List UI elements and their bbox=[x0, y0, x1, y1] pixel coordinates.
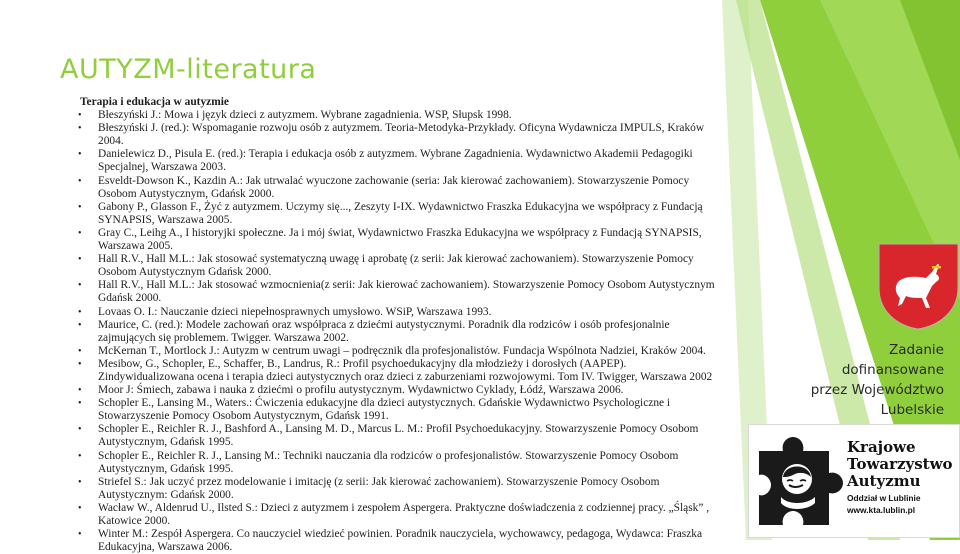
bibliography-item bbox=[72, 148, 722, 174]
bibliography-text: Błeszyński J. (red.): Wspomaganie rozwoju osób z autyzmem. Teoria-Metodyka-Przykłady. Oficyna Wydawnicza IMPULS, Kraków 2004. bbox=[98, 122, 705, 148]
bibliography-text: Gabony P., Glasson F., Żyć z autyzmem. Uczymy się..., Zeszyty I-IX. Wydawnictwo Fraszka Edukacyjna we współpracy z Fundacją SYNAPSIS, Warszawa 2005. bbox=[98, 200, 703, 226]
bibliography-text: Schopler E., Reichler R. J., Bashford A., Lansing M. D., Marcus L. M.: Profil Psychoedukacyjny. Stowarzyszenie Pomocy Osobom Autystycznym, Gdańsk 1995. bbox=[98, 423, 699, 449]
caption-line: dofinansowane bbox=[841, 362, 944, 378]
bibliography-item bbox=[72, 306, 722, 319]
literature-document bbox=[72, 96, 722, 554]
bibliography-text: Danielewicz D., Pisula E. (red.): Terapia i edukacja osób z autyzmem. Wybrane Zagadnienia. Wydawnictwo Akademii Pedagogiki Specjalnej, Warszawa 2003. bbox=[98, 148, 693, 174]
bibliography-item bbox=[72, 122, 722, 148]
kta-logo-text bbox=[847, 439, 953, 516]
bibliography-item bbox=[72, 476, 722, 502]
bibliography-text: Błeszyński J.: Mowa i język dzieci z autyzmem. Wybrane zagadnienia. WSP, Słupsk 1998. bbox=[98, 109, 512, 122]
bibliography-item bbox=[72, 345, 722, 358]
bibliography-list bbox=[72, 109, 722, 554]
bullet-icon: • bbox=[78, 306, 82, 318]
bullet-icon: • bbox=[78, 385, 82, 397]
caption-line: Zadanie bbox=[889, 342, 944, 358]
bibliography-text: Hall R.V., Hall M.L.: Jak stosować wzmocnienia(z serii: Jak kierować zachowaniem). Stowarzyszenie Pomocy Osobom Autystycznym Gdańsk 2000. bbox=[98, 279, 715, 305]
bibliography-item bbox=[72, 528, 722, 554]
bibliography-text: Gray C., Leihg A., I historyjki społeczne. Ja i mój świat, Wydawnictwo Fraszka Edukacyjna we współpracy z Fundacją SYNAPSIS, Warszawa 2005. bbox=[98, 226, 702, 253]
bullet-icon: • bbox=[78, 424, 82, 436]
bibliography-item bbox=[72, 279, 722, 305]
kta-logo bbox=[748, 424, 960, 538]
kta-url: www.kta.lublin.pl bbox=[847, 505, 916, 515]
bibliography-text: Maurice, C. (red.): Modele zachowań oraz współpraca z dziećmi autystycznymi. Poradnik dla rodziców i osób profesjonalnie zajmujących się problemem. Twigger. Warszawa 2002. bbox=[98, 318, 670, 344]
bullet-icon: • bbox=[78, 175, 82, 187]
bibliography-text: Schopler E., Lansing M., Waters.: Ćwiczenia edukacyjne dla dzieci autystycznych. Gdańskie Wydawnictwo Psychologiczne i Stowarzyszenie Pomocy Osobom Autystycznym, Gdańsk 1991. bbox=[98, 397, 671, 423]
bullet-icon: • bbox=[78, 149, 82, 161]
bibliography-item bbox=[72, 253, 722, 279]
bullet-icon: • bbox=[78, 319, 82, 331]
bibliography-text: Moor J: Śmiech, zabawa i nauka z dziećmi o profilu autystycznym. Wydawnictwo Cyklady, Łódź, Warszawa 2006. bbox=[98, 384, 624, 397]
bullet-icon: • bbox=[78, 201, 82, 213]
bullet-icon: • bbox=[78, 529, 82, 541]
slide-title: AUTYZM-literatura bbox=[60, 54, 317, 85]
bibliography-text: Striefel S.: Jak uczyć przez modelowanie i imitację (z serii: Jak kierować zachowaniem). Stowarzyszenie Pomocy Osobom Autystycznym: Gdańsk 2000. bbox=[98, 475, 660, 501]
bibliography-item bbox=[72, 423, 722, 449]
kta-name-line: Autyzmu bbox=[847, 472, 921, 490]
bibliography-text: Schopler E., Reichler R. J., Lansing M.: Techniki nauczania dla rodziców o profesjonalistów. Stowarzyszenie Pomocy Osobom Autystycznym, Gdańsk 1995. bbox=[98, 449, 679, 475]
bullet-icon: • bbox=[78, 476, 82, 488]
bibliography-item bbox=[72, 384, 722, 397]
bibliography-item bbox=[72, 502, 722, 528]
bibliography-text: Wacław W., Aldenrud U., Ilsted S.: Dzieci z autyzmem i zespołem Aspergera. Praktyczne doświadczenia z codziennej pracy. „Śląsk” , Katowice 2000. bbox=[98, 501, 710, 527]
document-heading: Terapia i edukacja w autyzmie bbox=[80, 96, 229, 108]
bibliography-item bbox=[72, 319, 722, 345]
bibliography-item bbox=[72, 358, 722, 384]
bibliography-item bbox=[72, 450, 722, 476]
bibliography-text: Mesibow, G., Schopler, E., Schaffer, B., Landrus, R.: Profil psychoedukacyjny dla młodzieży i dorosłych (AAPEP). Zindywidualizowana ocena i terapia dzieci autystycznych oraz dzieci z zaburzeniami rozwojowymi. Tom IV. Twigger, Warszawa 2002 bbox=[98, 357, 713, 383]
bullet-icon: • bbox=[78, 398, 82, 410]
bibliography-item bbox=[72, 175, 722, 201]
bibliography-item bbox=[72, 397, 722, 423]
bullet-icon: • bbox=[78, 502, 82, 514]
lublin-coat-of-arms-icon bbox=[876, 242, 960, 330]
kta-name-line: Krajowe bbox=[847, 438, 916, 456]
puzzle-child-icon bbox=[753, 433, 845, 531]
bibliography-text: Hall R.V., Hall M.L.: Jak stosować systematyczną uwagę i aprobatę (z serii: Jak kierować zachowaniem). Stowarzyszenie Pomocy Osobom Autystycznym Gdańsk 2000. bbox=[98, 253, 694, 279]
kta-branch: Oddział w Lublinie bbox=[847, 493, 921, 503]
bibliography-text: Esveldt-Dowson K., Kazdin A.: Jak utrwalać wyuczone zachowanie (seria: Jak kierować zachowaniem). Stowarzyszenie Pomocy Osobom Autystycznym, Gdańsk 2000. bbox=[98, 174, 690, 200]
funding-caption bbox=[811, 340, 944, 420]
bullet-icon: • bbox=[78, 123, 82, 135]
bullet-icon: • bbox=[78, 358, 82, 370]
caption-line: Lubelskie bbox=[880, 402, 944, 418]
bibliography-item bbox=[72, 227, 722, 253]
bullet-icon: • bbox=[78, 254, 82, 266]
bibliography-item bbox=[72, 201, 722, 227]
bullet-icon: • bbox=[78, 345, 82, 357]
bullet-icon: • bbox=[78, 227, 82, 239]
bullet-icon: • bbox=[78, 280, 82, 292]
bibliography-item bbox=[72, 109, 722, 122]
bullet-icon: • bbox=[78, 450, 82, 462]
bibliography-text: McKernan T., Mortlock J.: Autyzm w centrum uwagi – podręcznik dla profesjonalistów. Fundacja Wspólnota Nadziei, Kraków 2004. bbox=[98, 344, 706, 357]
bullet-icon: • bbox=[78, 110, 82, 122]
kta-name-line: Towarzystwo bbox=[847, 455, 953, 473]
bibliography-text: Lovaas O. I.: Nauczanie dzieci niepełnosprawnych umysłowo. WSiP, Warszawa 1993. bbox=[98, 305, 492, 318]
caption-line: przez Województwo bbox=[810, 382, 944, 398]
bibliography-text: Winter M.: Zespół Aspergera. Co nauczyciel wiedzieć powinien. Poradnik nauczyciela, wychowawcy, pedagoga, Wydawca: Fraszka Edukacyjna, Warszawa 2006. bbox=[98, 528, 703, 554]
